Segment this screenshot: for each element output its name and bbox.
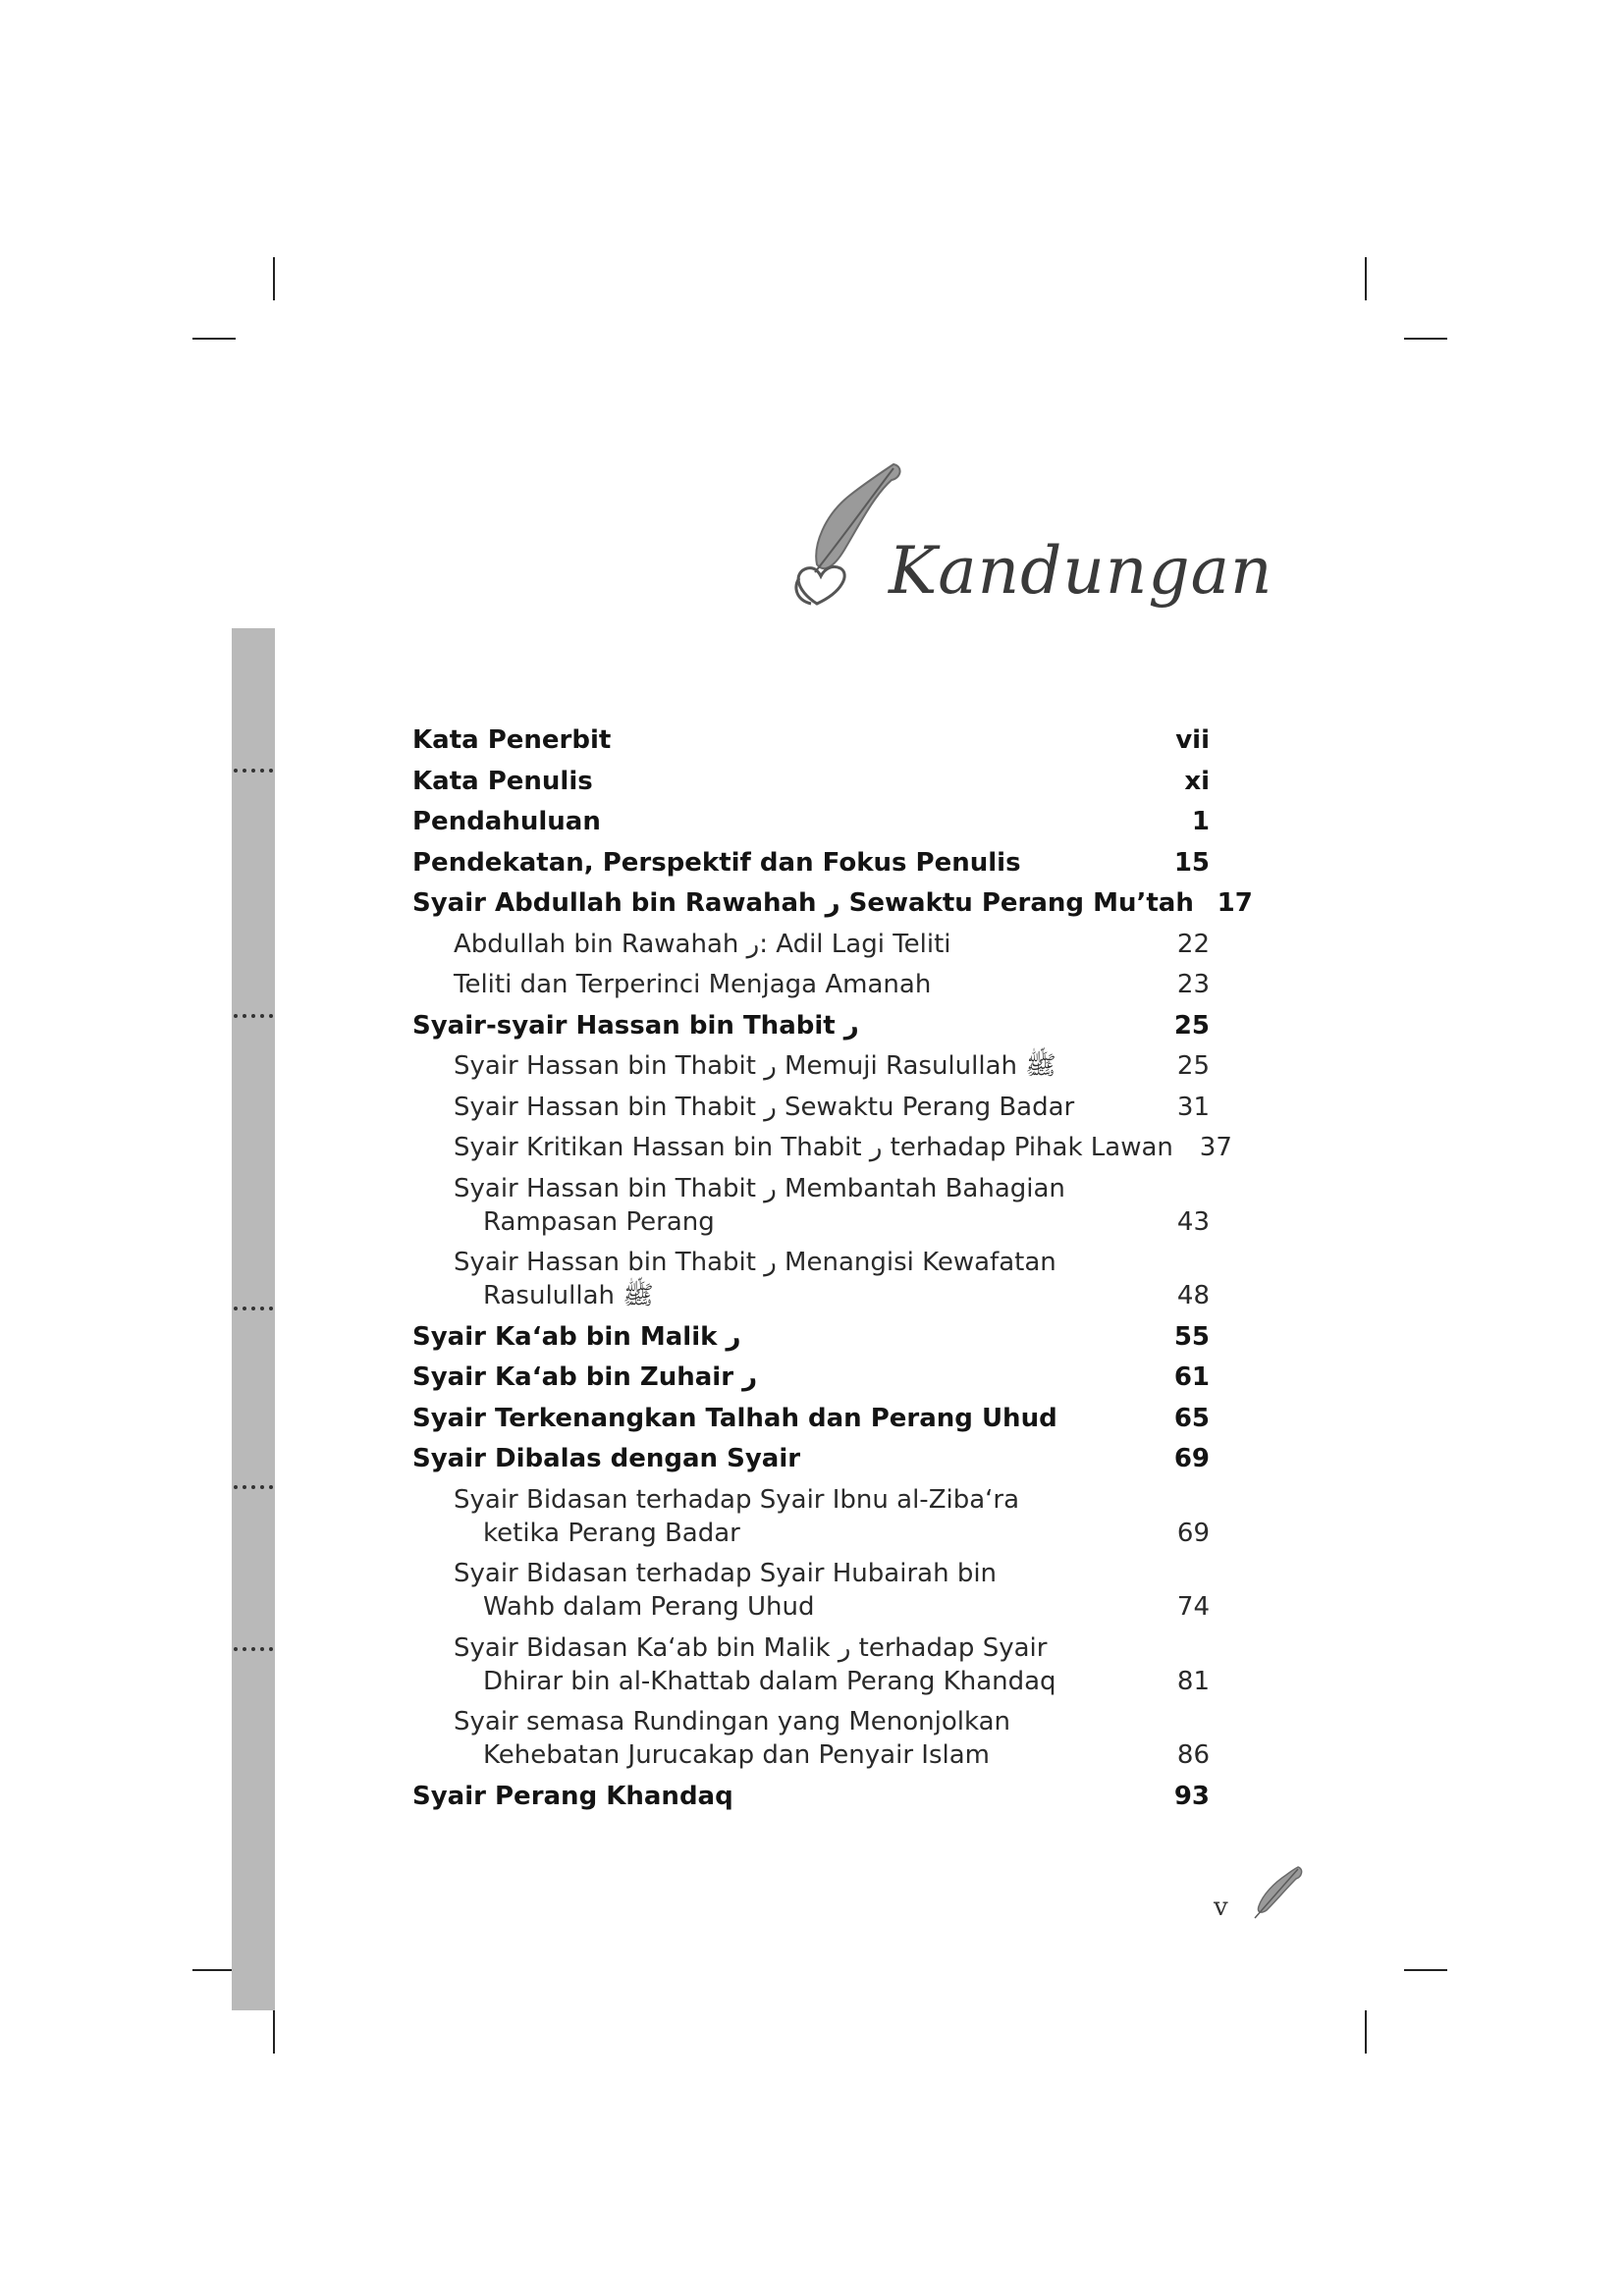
toc-subentry [412, 1091, 1210, 1124]
toc-entry-title-line: Pendahuluan [412, 807, 601, 836]
toc-entry [412, 886, 1253, 920]
toc-entry [412, 805, 1210, 838]
toc-entry-title [454, 1483, 1151, 1550]
toc-entry-title-line: Syair Hassan bin Thabit ر Membantah Bahagian [454, 1173, 1065, 1203]
side-bar [232, 628, 275, 2010]
toc-page-number: 93 [1173, 1781, 1210, 1811]
toc-entry-title [454, 1631, 1151, 1698]
toc-entry-title [454, 1705, 1151, 1772]
toc-entry-title [412, 805, 1151, 838]
side-dots [234, 769, 273, 774]
side-dots [234, 1485, 273, 1491]
toc-entry-title-line: Kata Penerbit [412, 725, 612, 755]
toc-entry-title-line: Teliti dan Terperinci Menjaga Amanah [454, 970, 932, 999]
crop-mark-top-left-horizontal [192, 338, 236, 340]
toc-entry-title [454, 928, 1151, 961]
toc-entry-title-line: Abdullah bin Rawahah ر: Adil Lagi Teliti [454, 929, 951, 959]
toc-subentry [412, 1246, 1210, 1312]
side-dots [234, 1307, 273, 1312]
toc-page-number: 22 [1176, 929, 1210, 959]
crop-mark-bottom-left-horizontal [192, 1969, 236, 1971]
toc-page-number: 1 [1191, 807, 1210, 836]
toc-page-number: 74 [1176, 1592, 1210, 1622]
toc-page-number: 31 [1176, 1092, 1210, 1122]
toc-subentry [412, 1705, 1210, 1772]
crop-mark-bottom-right-horizontal [1404, 1969, 1447, 1971]
toc-entry [412, 1780, 1210, 1813]
toc-entry-title-line: Syair Perang Khandaq [412, 1781, 733, 1811]
toc-entry-title-line: Kehebatan Jurucakap dan Penyair Islam [483, 1740, 990, 1770]
toc-entry-title [412, 1442, 1151, 1475]
toc-page-number: 43 [1176, 1206, 1210, 1237]
toc-entry-title [412, 723, 1151, 757]
toc-entry-title [454, 1049, 1151, 1083]
side-dots [234, 1014, 273, 1020]
toc-entry-title [454, 1172, 1151, 1239]
toc-subentry [412, 1131, 1232, 1164]
toc-entry [412, 1361, 1210, 1394]
toc-page-number: 25 [1173, 1010, 1210, 1041]
toc-subentry [412, 1172, 1210, 1239]
toc-entry-title-line: Syair Bidasan Ka‘ab bin Malik ر terhadap Syair [454, 1632, 1048, 1663]
toc-subentry [412, 1557, 1210, 1624]
crop-mark-top-right-vertical [1365, 257, 1367, 300]
crop-mark-bottom-right-vertical [1365, 2010, 1367, 2054]
toc-page-number: 55 [1173, 1321, 1210, 1352]
toc-page-number: 15 [1173, 847, 1210, 878]
toc-entry-title-line: Wahb dalam Perang Uhud [483, 1592, 815, 1622]
toc-page-number: 25 [1176, 1051, 1210, 1081]
toc-subentry [412, 1631, 1210, 1698]
toc-page-number: vii [1175, 725, 1210, 755]
table-of-contents [412, 723, 1253, 1820]
toc-page-number: 65 [1173, 1403, 1210, 1433]
toc-entry-title [412, 1780, 1151, 1813]
side-dots [234, 1647, 273, 1653]
toc-entry-title [412, 1361, 1151, 1394]
toc-entry-title-line: Syair Bidasan terhadap Syair Ibnu al-Ziba‘ra [454, 1484, 1020, 1515]
toc-entry-title-line: Syair Abdullah bin Rawahah ر Sewaktu Perang Mu’tah [412, 888, 1194, 918]
toc-subentry [412, 1049, 1210, 1083]
toc-entry-title-line: Rampasan Perang [483, 1206, 715, 1237]
toc-entry-title-line: Syair semasa Rundingan yang Menonjolkan [454, 1707, 1011, 1736]
toc-entry [412, 1009, 1210, 1042]
toc-entry-title-line: Syair Hassan bin Thabit ر Menangisi Kewafatan [454, 1248, 1056, 1277]
toc-entry-title-line: Syair Dibalas dengan Syair [412, 1444, 801, 1473]
toc-page-number: 69 [1173, 1444, 1210, 1473]
toc-entry-title-line: Syair Hassan bin Thabit ر Memuji Rasulullah ﷺ [454, 1051, 1056, 1081]
heading [785, 456, 1273, 618]
toc-subentry [412, 968, 1210, 1001]
toc-page-number: 17 [1217, 888, 1253, 918]
toc-entry-title-line: Syair Bidasan terhadap Syair Hubairah bin [454, 1559, 998, 1588]
toc-entry-title-line: Kata Penulis [412, 766, 593, 796]
toc-entry-title-line: Syair Hassan bin Thabit ر Sewaktu Perang Badar [454, 1092, 1075, 1122]
toc-subentry [412, 928, 1210, 961]
toc-page-number: xi [1184, 766, 1210, 796]
toc-entry-title-line: Syair Terkenangkan Talhah dan Perang Uhud [412, 1403, 1057, 1433]
toc-entry-title-line: Rasulullah ﷺ [483, 1281, 654, 1310]
toc-entry-title-line: ketika Perang Badar [483, 1518, 740, 1548]
toc-page-number: 69 [1176, 1518, 1210, 1548]
toc-entry [412, 723, 1210, 757]
toc-page-number: 81 [1176, 1666, 1210, 1696]
toc-entry-title [454, 1091, 1151, 1124]
toc-entry-title-line: Dhirar bin al-Khattab dalam Perang Khandaq [483, 1666, 1056, 1696]
page-title: Kandungan [889, 533, 1273, 609]
toc-page-number: 37 [1199, 1133, 1232, 1162]
crop-mark-bottom-left-vertical [273, 2010, 275, 2054]
crop-mark-top-left-vertical [273, 257, 275, 300]
toc-entry-title [412, 886, 1194, 920]
toc-entry-title [412, 765, 1151, 798]
toc-entry [412, 1320, 1210, 1354]
toc-entry-title-line: Syair Ka‘ab bin Zuhair ر [412, 1362, 758, 1392]
toc-page-number: 48 [1176, 1281, 1210, 1310]
toc-entry [412, 1442, 1210, 1475]
toc-entry-title [412, 1009, 1151, 1042]
toc-entry [412, 846, 1210, 880]
feather-icon [1247, 1863, 1306, 1922]
toc-entry-title-line: Syair-syair Hassan bin Thabit ر [412, 1010, 859, 1041]
toc-entry [412, 1402, 1210, 1435]
toc-subentry [412, 1483, 1210, 1550]
toc-entry-title [454, 1557, 1151, 1624]
toc-entry-title [412, 846, 1151, 880]
crop-mark-top-right-horizontal [1404, 338, 1447, 340]
toc-entry-title [454, 1246, 1151, 1312]
toc-entry-title [412, 1320, 1151, 1354]
toc-entry-title-line: Pendekatan, Perspektif dan Fokus Penulis [412, 847, 1021, 878]
page-number: v [1214, 1893, 1228, 1922]
toc-entry-title-line: Syair Ka‘ab bin Malik ر [412, 1321, 741, 1352]
toc-entry-title [454, 1131, 1173, 1164]
toc-page-number: 86 [1176, 1740, 1210, 1770]
toc-entry-title [454, 968, 1151, 1001]
toc-page-number: 23 [1176, 970, 1210, 999]
toc-page-number: 61 [1173, 1362, 1210, 1392]
toc-entry-title-line: Syair Kritikan Hassan bin Thabit ر terhadap Pihak Lawan [454, 1133, 1173, 1162]
toc-entry [412, 765, 1210, 798]
toc-entry-title [412, 1402, 1151, 1435]
